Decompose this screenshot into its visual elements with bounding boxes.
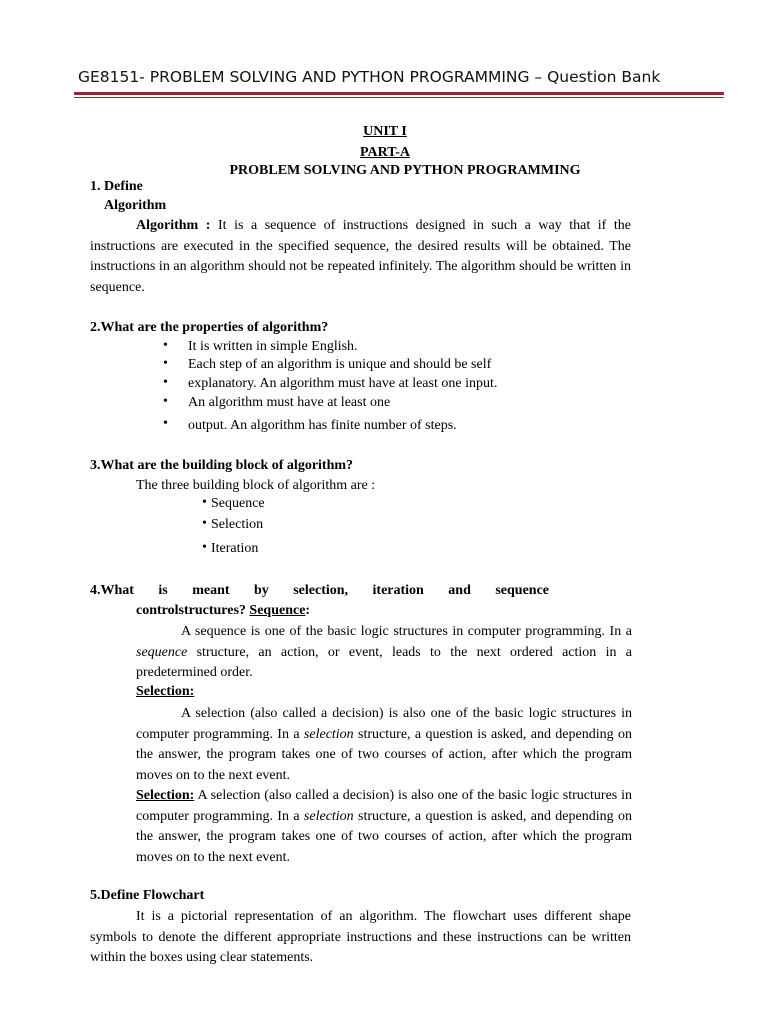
question-3-title: 3.What are the building block of algorithm? [90,458,354,473]
question-4-title [90,583,549,599]
question-1-title: 1. Define [90,179,143,194]
title-word: sequence [495,583,549,598]
question-5-answer: It is a pictorial representation of an algorithm. The flowchart uses different shape symbols to denote the different appropriate instructions and these instructions can be written within the boxes using clear statements. [90,909,631,965]
italic-term: sequence [136,644,188,660]
title-word: iteration [372,583,424,598]
unit-heading: UNIT I [363,124,407,139]
text-run: structure, an action, or event, leads to the next ordered action in a predetermined order. [136,644,632,680]
subject-heading: PROBLEM SOLVING AND PYTHON PROGRAMMING [229,163,581,178]
title-word: is [158,583,168,598]
sequence-label: Sequence [249,603,306,618]
text-run: A selection (also called a decision) is also one of the basic logic structures in computer programming. In a [136,788,632,824]
header-rule-thick [74,92,724,95]
title-word: selection, [293,583,349,598]
text-run: A sequence is one of the basic logic structures in computer programming. In a [181,624,632,639]
italic-term: selection [303,726,354,742]
text-run: A selection (also called a decision) is also one of the basic logic structures in computer programming. In a [136,706,632,742]
selection-definition [136,704,632,786]
question-1-answer [90,216,631,298]
selection-label: Selection: [136,684,195,699]
question-5-title: 5.Define Flowchart [90,888,205,903]
list-item-text: Iteration [211,541,259,556]
text-run: structure, a question is asked, and depending on the answer, the program takes one of two courses of action, after which the program moves on to the next event. [136,808,632,865]
bullet-icon: • [163,394,168,409]
document-header-title: GE8151- PROBLEM SOLVING AND PYTHON PROGRAMMING – Question Bank [78,68,661,86]
question-4-title-continued [136,603,310,619]
answer-text: It is a sequence of instructions designed in such a way that if the instructions are executed in the specified sequence, the desired results will be obtained. The instructions in an algorithm should not be repeated infinitely. The algorithm should be written in sequence. [90,218,631,295]
bullet-text: Each step of an algorithm is unique and should be self [188,357,492,372]
label-colon: : [305,603,311,618]
bullet-icon: • [163,375,168,390]
bullet-icon: • [202,495,207,510]
bullet-text: output. An algorithm has finite number of steps. [188,418,457,433]
header-rule-thin [74,97,724,98]
bullet-text: An algorithm must have at least one [188,395,391,410]
text-run: structure, a question is asked, and depending on the answer, the program takes one of two courses of action, after which the program moves on to the next event. [136,726,632,783]
bullet-text: explanatory. An algorithm must have at least one input. [188,376,498,391]
selection-definition-repeat [136,786,632,868]
title-word: and [448,583,471,598]
question-1-term: Algorithm [104,198,167,213]
bullet-icon: • [202,540,207,555]
italic-term: selection [303,808,354,824]
answer-lead: Algorithm : [136,218,211,233]
bullet-icon: • [163,338,168,353]
list-item-text: Selection [211,517,264,532]
title-word: meant [192,583,230,598]
part-heading: PART-A [359,145,411,160]
sequence-definition [136,622,632,684]
question-3-intro: The three building block of algorithm are : [136,478,376,493]
title-word: 4.What [90,583,134,598]
question-2-title: 2.What are the properties of algorithm? [90,320,329,335]
selection-label-inline: Selection: [136,788,195,803]
bullet-icon: • [163,416,168,431]
title-word: by [253,583,269,598]
bullet-text: It is written in simple English. [188,339,358,354]
bullet-icon: • [163,356,168,371]
bullet-icon: • [202,516,207,531]
list-item-text: Sequence [211,496,265,511]
title-text: controlstructures? [136,603,246,618]
